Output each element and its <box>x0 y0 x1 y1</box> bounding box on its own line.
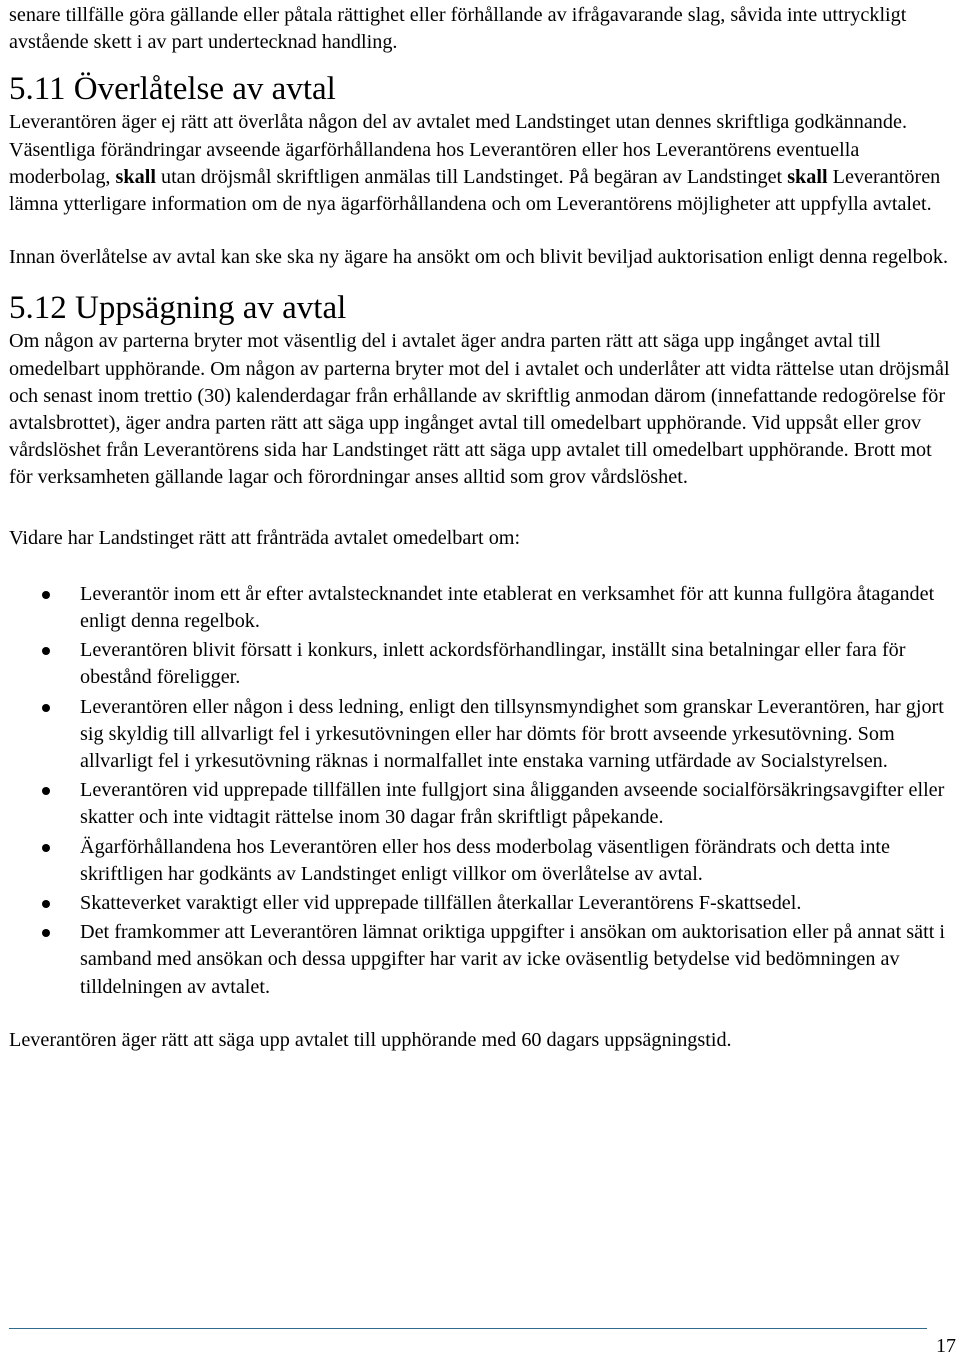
list-item-text: Leverantören blivit försatt i konkurs, inlett ackordsförhandlingar, inställt sina betalningar eller fara för obestånd föreligger. <box>80 639 906 689</box>
section-5-12-paragraph-2: Vidare har Landstinget rätt att frånträda avtalet omedelbart om: <box>9 526 521 549</box>
list-item-text: Leverantören vid upprepade tillfällen inte fullgjort sina åligganden avseende socialförsäkringsavgifter eller skatter och inte vidtagit rättelse inom 30 dagar från skriftligt påpekande. <box>80 779 945 829</box>
list-item <box>9 694 959 776</box>
list-item <box>9 890 959 917</box>
section-heading-5-11: 5.11 Överlåtelse av avtal <box>9 71 336 108</box>
list-item-text: Skatteverket varaktigt eller vid upprepade tillfällen återkallar Leverantörens F-skattsedel. <box>80 892 802 915</box>
document-page <box>9 0 959 1054</box>
bullet-icon <box>42 844 50 852</box>
paragraph-text: Leverantören lämna ytterligare information om de nya ägarförhållandena och om Leverantörens möjligheter att uppfylla avtalet. <box>9 165 941 216</box>
bullet-icon <box>42 647 50 655</box>
emphasis-skall: skall <box>787 165 828 188</box>
bullet-icon <box>42 900 50 908</box>
paragraph-text: utan dröjsmål skriftligen anmälas till Landstinget. På begäran av Landstinget <box>155 165 788 188</box>
emphasis-skall: skall <box>115 165 156 188</box>
list-item <box>9 581 959 635</box>
section-heading-5-12: 5.12 Uppsägning av avtal <box>9 290 347 327</box>
page-number: 17 <box>936 1335 956 1357</box>
bullet-icon <box>42 787 50 795</box>
section-5-12-paragraph-3: Leverantören äger rätt att säga upp avtalet till upphörande med 60 dagars uppsägningstid. <box>9 1028 732 1051</box>
list-item-text: Ägarförhållandena hos Leverantören eller hos dess moderbolag väsentligen förändrats och detta inte skriftligen har godkänts av Landstinget enligt villkor om överlåtelse av avtal. <box>80 835 891 885</box>
footer-divider <box>9 1328 927 1329</box>
list-item <box>9 777 959 831</box>
termination-conditions-list <box>9 581 959 1001</box>
list-item-text: Leverantören eller någon i dess ledning, enligt den tillsynsmyndighet som granskar Leverantören, har gjort sig skyldig till allvarligt fel i yrkesutövningen eller har dömts för brott avseende yrkesutövning. Som allvarligt fel i yrkesutövning räknas i normalfallet inte enstaka varning utfärdade av Socialstyrelsen. <box>80 695 944 773</box>
list-item <box>9 834 959 888</box>
bullet-icon <box>42 929 50 937</box>
section-5-11-paragraph-2: Innan överlåtelse av avtal kan ske ska ny ägare ha ansökt om och blivit beviljad auktorisation enligt denna regelbok. <box>9 246 948 269</box>
intro-paragraph: senare tillfälle göra gällande eller påtala rättighet eller förhållande av ifrågavarande slag, såvida inte uttryckligt avstående skett i av part undertecknad handling. <box>9 4 907 54</box>
bullet-icon <box>42 704 50 712</box>
list-item-text: Det framkommer att Leverantören lämnat oriktiga uppgifter i ansökan om auktorisation eller på annat sätt i samband med ansökan och dessa uppgifter har varit av icke oväsentlig betydelse vid bedömningen av tilldelningen av avtalet. <box>80 921 945 998</box>
list-item-text: Leverantör inom ett år efter avtalstecknandet inte etablerat en verksamhet för att kunna fullgöra åtagandet enligt denna regelbok. <box>80 582 935 633</box>
section-5-12-paragraph-1: Om någon av parterna bryter mot väsentlig del i avtalet äger andra parten rätt att säga upp ingånget avtal till omedelbart upphörande. Om någon av parterna bryter mot del i avtalet och underlåter att vidta rättelse utan dröjsmål och senast inom trettio (30) kalenderdagar från erhållande av skriftlig anmodan därom (innefattande redogörelse för avtalsbrottet), äger andra parten rätt att säga upp ingånget avtal till omedelbart upphörande. Vid uppsåt eller grov vårdslöshet från Leverantörens sida har Landstinget rätt att säga upp avtalet till omedelbart upphörande. Brott mot för verksamheten gällande lagar och förordningar anses alltid som grov vårdslöshet. <box>9 330 950 489</box>
bullet-icon <box>42 591 50 599</box>
section-5-11-paragraph-1 <box>9 109 959 218</box>
paragraph-text: Leverantören äger ej rätt att överlåta någon del av avtalet med Landstinget utan dennes skriftliga godkännande. Väsentliga förändringar avseende ägarförhållandena hos Leverantören eller hos Leverantörens eventuella moderbolag, <box>9 111 907 188</box>
list-item <box>9 637 959 691</box>
list-item <box>9 919 959 1001</box>
